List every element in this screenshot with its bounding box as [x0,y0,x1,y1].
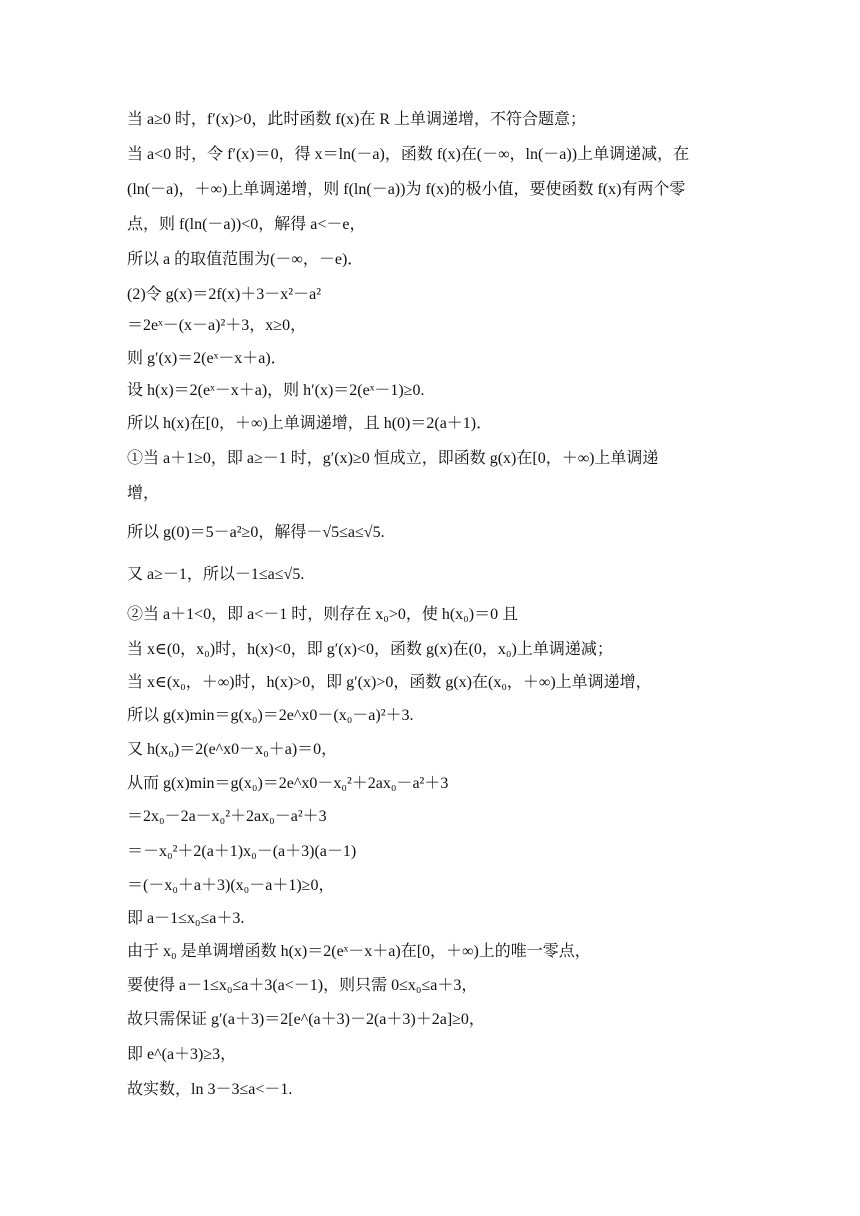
text-line: 设 h(x)＝2(eˣ－x＋a)，则 h′(x)＝2(eˣ－1)≥0. [127,382,425,399]
text-line: 所以 h(x)在[0，＋∞)上单调递增，且 h(0)＝2(a＋1)． [127,415,493,432]
text-line: 当 a<0 时，令 f′(x)＝0，得 x＝ln(－a)，函数 f(x)在(－∞，ln(－a))上单调递减，在 [127,146,690,163]
text-line: 又 h(x₀)＝2(e^x0－x₀＋a)＝0， [127,741,338,758]
text-line: 当 x∈(0，x₀)时，h(x)<0，即 g′(x)<0，函数 g(x)在(0，x₀)上单调递减； [127,641,613,658]
text-line: 增， [127,485,160,502]
text-line: ＝2eˣ－(x－a)²＋3，x≥0， [127,317,307,334]
text-line: 当 a≥0 时，f′(x)>0，此时函数 f(x)在 R 上单调递增，不符合题意； [127,111,587,128]
text-line: 即 a－1≤x₀≤a＋3. [127,910,245,927]
text-line: 故只需保证 g′(a＋3)＝2[e^(a＋3)－2(a＋3)＋2a]≥0， [127,1011,485,1028]
text-line: ＝2x₀－2a－x₀²＋2ax₀－a²＋3 [127,808,327,825]
text-line: 故实数，ln 3－3≤a<－1. [127,1081,293,1098]
text-line: 即 e^(a＋3)≥3， [127,1046,237,1063]
text-line: (2)令 g(x)＝2f(x)＋3－x²－a² [127,286,321,303]
text-line: ②当 a＋1<0，即 a<－1 时，则存在 x₀>0，使 h(x₀)＝0 且 [127,606,519,623]
text-line: (ln(－a)，＋∞)上单调递增，则 f(ln(－a))为 f(x)的极小值，要使函数 f(x)有两个零 [127,181,686,198]
text-line: ＝－x₀²＋2(a＋1)x₀－(a＋3)(a－1) [127,843,357,860]
text-line: 所以 g(x)min＝g(x₀)＝2e^x0－(x₀－a)²＋3. [127,707,414,724]
text-line: 又 a≥－1，所以－1≤a≤√5. [127,566,305,583]
text-line: 所以 g(0)＝5－a²≥0，解得－√5≤a≤√5. [127,524,385,541]
text-line: 要使得 a－1≤x₀≤a＋3(a<－1)，则只需 0≤x₀≤a＋3， [127,977,478,994]
text-line: 由于 x₀ 是单调增函数 h(x)＝2(eˣ－x＋a)在[0，＋∞)上的唯一零点， [127,943,591,960]
text-line: 所以 a 的取值范围为(－∞，－e)． [127,251,364,268]
text-line: 当 x∈(x₀，＋∞)时，h(x)>0，即 g′(x)>0，函数 g(x)在(x₀，＋∞)上单调递增， [127,674,652,691]
text-line: 从而 g(x)min＝g(x₀)＝2e^x0－x₀²＋2ax₀－a²＋3 [127,775,449,792]
text-line: 点，则 f(ln(－a))<0，解得 a<－e， [127,216,366,233]
text-line: ①当 a＋1≥0，即 a≥－1 时，g′(x)≥0 恒成立，即函数 g(x)在[0，＋∞)上单调递 [127,450,659,467]
text-line: ＝(－x₀＋a＋3)(x₀－a＋1)≥0， [127,877,335,894]
text-line: 则 g′(x)＝2(eˣ－x＋a)． [127,350,287,367]
